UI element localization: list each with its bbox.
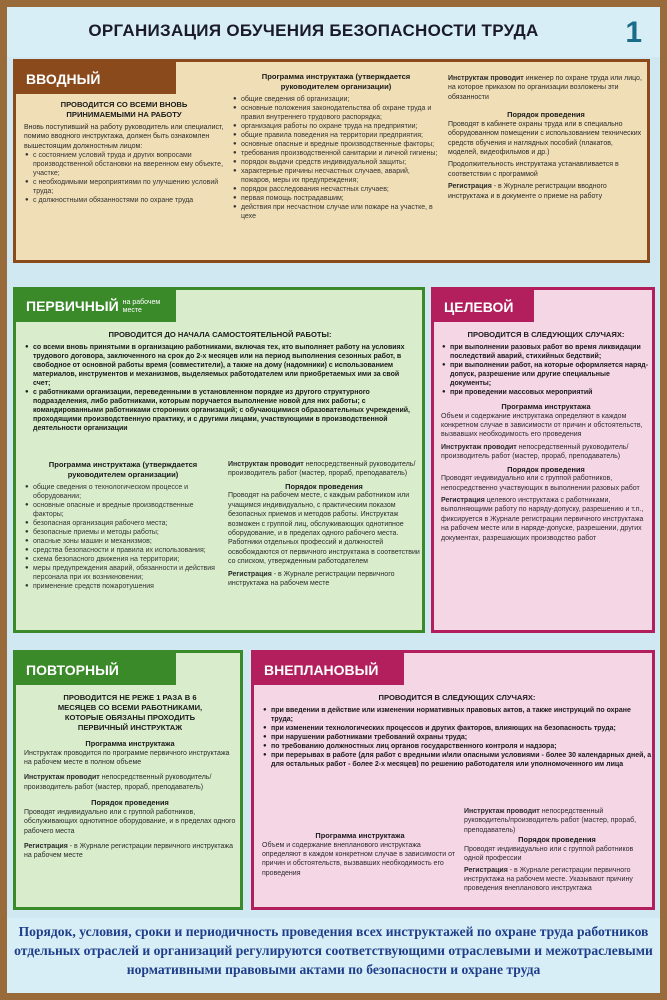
vneplanovy-order-text: Проводят индивидуально или с группой работников одной профессии [464, 845, 634, 863]
vvodny-who-text: инженер по охране труда или лицо, на которое приказом по организации возложены эти обязанности [448, 75, 642, 101]
tselevoy-order-text: Проводят индивидуально или с группой работников, непосредственно участвующих в выполнении разовых работ [441, 475, 640, 492]
list-item: ● порядок выдачи средств индивидуальной защиты; [241, 158, 440, 167]
list-item: ● безопасная организация рабочего места; [33, 519, 222, 528]
pervichny-col-right [228, 460, 420, 630]
list-item: ● общие правила поведения на территории предприятия; [241, 131, 440, 140]
tselevoy-registration [441, 496, 651, 543]
list-item: ● при проведении массовых мероприятий [450, 388, 651, 397]
pervichny-who-label: Инструктаж проводит [228, 461, 304, 468]
list-item: ● с состоянием условий труда и других вопросами производственной обстановки на вверенном ему объекте, участке; [33, 151, 224, 178]
vvodny-col-left [24, 100, 224, 262]
pervichny-head: ПРОВОДИТСЯ ДО НАЧАЛА САМОСТОЯТЕЛЬНОЙ РАБОТЫ: [108, 330, 332, 339]
section-vvodny-tag: ВВОДНЫЙ [16, 62, 176, 94]
list-item: ● меры предупреждения аварий, обязанности и действия персонала при их возникновении; [33, 564, 222, 582]
vvodny-left-intro: Вновь поступивший на работу руководитель или специалист, помимо вводного инструктажа, должен быть ознакомлен вышестоящим должностным лицом: [24, 124, 224, 150]
pervichny-reg-label: Регистрация [228, 570, 272, 578]
vneplanovy-registration [464, 866, 650, 894]
povtorny-reg-label: Регистрация [24, 843, 68, 851]
title-bar [7, 7, 660, 57]
povtorny-order-head: Порядок проведения [91, 798, 169, 808]
list-item: ● по требованию должностных лиц органов государственного контроля и надзора; [271, 742, 652, 751]
vvodny-col-middle [232, 72, 440, 262]
list-item: ● со всеми вновь принятыми в организацию работниками, включая тех, кто выполняет работу на условиях трудового договора, заключенного на срок до 2-х месяцев или на период выполнения сезонных работ, в свободное от основной работы время (совместители), а также на дому (надомники) с использованием материалов, инструментов и механизмов, выделяемых работодателем или приобретаемых ими за свой счет; [33, 343, 416, 388]
list-item: ● организация работы по охране труда на предприятии; [241, 122, 440, 131]
vneplanovy-col-right [464, 807, 650, 907]
list-item: ● общие сведения о технологическом процессе и оборудовании; [33, 483, 222, 501]
tselevoy-reg-label: Регистрация [441, 497, 485, 505]
vvodny-program-list [232, 95, 440, 221]
section-tselevoy-tag: ЦЕЛЕВОЙ [434, 290, 534, 322]
vvodny-order-head: Порядок проведения [507, 110, 585, 120]
list-item: ● первая помощь пострадавшим; [241, 194, 440, 203]
vneplanovy-program-head: Программа инструктажа [315, 831, 405, 840]
list-item: ● с должностными обязанностями по охране труда [33, 196, 224, 205]
tselevoy-head: ПРОВОДИТСЯ В СЛЕДУЮЩИХ СЛУЧАЯХ: [467, 330, 625, 339]
vvodny-reg-label: Регистрация [448, 183, 492, 191]
povtorny-reg-text: - в Журнале регистрации первичного инструктажа на рабочем месте [24, 843, 233, 860]
list-item: ● средства безопасности и правила их использования; [33, 546, 222, 555]
vneplanovy-head: ПРОВОДИТСЯ В СЛЕДУЮЩИХ СЛУЧАЯХ: [378, 693, 536, 702]
vneplanovy-who-text: непосредственный руководитель/производитель работ (мастер, прораб, преподаватель) [464, 808, 637, 834]
povtorny-who-label: Инструктаж проводит [24, 774, 100, 782]
vvodny-left-head: ПРОВОДИТСЯ СО ВСЕМИ ВНОВЬ ПРИНИМАЕМЫМИ НА РАБОТУ [60, 100, 188, 119]
vvodny-who-label: Инструктаж проводит [448, 75, 524, 82]
povtorny-program-head: Программа инструктажа [85, 739, 175, 748]
list-item: ● при перерывах в работе (для работ с вредными и/или опасными условиями - более 30 календарных дней, а для остальных работ - более 2-х месяцев) по решению работодателя или уполномоченного им лица [271, 751, 652, 769]
vneplanovy-who-label: Инструктаж проводит [464, 808, 540, 815]
list-item: ● действия при несчастном случае или пожаре на участке, в цехе [241, 203, 440, 221]
section-pervichny-tag [16, 290, 176, 322]
vvodny-registration [448, 182, 644, 201]
poster-inner [7, 7, 660, 993]
section-pervichny [13, 287, 425, 633]
section-tselevoy [431, 287, 655, 633]
list-item: ● при изменении технологических процессов и других факторов, влияющих на безопасность труда; [271, 724, 652, 733]
list-item: ● характерные причины несчастных случаев, аварий, пожаров, меры их предупреждения; [241, 167, 440, 185]
tselevoy-program-head: Программа инструктажа [501, 402, 591, 411]
pervichny-order-head: Порядок проведения [285, 481, 363, 491]
pervichny-tag-label: ПЕРВИЧНЫЙ [26, 298, 119, 314]
list-item: ● с необходимыми мероприятиями по улучшению условий труда; [33, 178, 224, 196]
vneplanovy-who [464, 807, 650, 835]
pervichny-tag-sub: на рабочем месте [122, 299, 161, 315]
section-vvodny [13, 59, 650, 263]
list-item: ● схема безопасного движения на территории; [33, 555, 222, 564]
povtorny-who [24, 773, 236, 792]
poster-number: 1 [625, 16, 642, 49]
povtorny-registration [24, 842, 236, 861]
tselevoy-who-text: непосредственный руководитель/производитель работ (мастер, прораб, преподаватель) [441, 443, 629, 461]
list-item: ● основные опасные и вредные производственные факторы; [241, 140, 440, 149]
pervichny-exempt: Работники отдельных профессий и должностей освобождаются от первичного инструктажа в соответствии со списком, утвержденным работодателем [228, 539, 420, 566]
section-vneplanovy [251, 650, 655, 910]
tselevoy-program-text: Объем и содержание инструктажа определяют в каждом конкретном случае в зависимости от причин и обстоятельств, вызвавших необходимость его проведения [441, 412, 643, 439]
footer [7, 918, 660, 993]
poster-title: ОРГАНИЗАЦИЯ ОБУЧЕНИЯ БЕЗОПАСНОСТИ ТРУДА [88, 21, 539, 40]
section-povtorny-tag: ПОВТОРНЫЙ [16, 653, 176, 685]
vneplanovy-reg-label: Регистрация [464, 866, 508, 874]
list-item: ● при выполнении работ, на которые оформляется наряд-допуск, разрешение или другие специальные документы; [450, 361, 651, 388]
vvodny-left-list [24, 151, 224, 205]
section-povtorny [13, 650, 243, 910]
povtorny-body [24, 693, 236, 907]
list-item: ● основные положения законодательства об охране труда и правил внутреннего трудового распорядка; [241, 104, 440, 122]
tselevoy-who [441, 443, 651, 462]
list-item: ● при выполнении разовых работ во время ликвидации последствий аварий, стихийных бедствий; [450, 343, 651, 361]
vvodny-program-head: Программа инструктажа (утверждается руководителем организации) [261, 72, 411, 91]
vvodny-reg-text: - в Журнале регистрации вводного инструктажа и в документе о приеме на работу [448, 183, 607, 200]
section-vneplanovy-tag: ВНЕПЛАНОВЫЙ [254, 653, 404, 685]
vvodny-order-text: Проводят в кабинете охраны труда или в специально оборудованном помещении с использованием технических средств обучения и наглядных пособий (плакатов, моделей, видеофильмов и др.) [448, 120, 642, 157]
list-item: ● применение средств пожаротушения [33, 582, 222, 591]
pervichny-top [24, 330, 416, 458]
pervichny-who-text: непосредственный руководитель/производитель работ (мастер, прораб, преподаватель) [228, 461, 416, 478]
list-item: ● при введении в действие или изменении нормативных правовых актов, а также инструкций по охране труда; [271, 706, 652, 724]
vneplanovy-col-left [262, 831, 458, 907]
list-item: ● требования производственной санитарии и личной гигиены; [241, 149, 440, 158]
list-item: ● безопасные приемы и методы работы; [33, 528, 222, 537]
footer-text: Порядок, условия, сроки и периодичность проведения всех инструктажей по охране труда работников отдельных отраслей и организаций регулируются соответствующими отраслевыми и межотраслевыми нормативными правовыми актами по безопасности и охране труда [14, 924, 653, 977]
pervichny-col-left [24, 460, 222, 630]
pervichny-registration [228, 570, 420, 589]
vneplanovy-reg-text: - в Журнале регистрации первичного инструктажа на рабочем месте. Указывают причину проведения внепланового инструктажа [464, 866, 633, 893]
povtorny-who-text: непосредственный руководитель/производитель работ (мастер, прораб, преподаватель) [24, 774, 212, 791]
vvodny-duration: Продолжительность инструктажа устанавливается в соответствии с программой [448, 161, 619, 178]
tselevoy-cases-list [441, 343, 651, 397]
povtorny-head: ПРОВОДИТСЯ НЕ РЕЖЕ 1 РАЗА В 6 МЕСЯЦЕВ СО ВСЕМИ РАБОТНИКАМИ, КОТОРЫЕ ОБЯЗАНЫ ПРОХОДИТЬ ПЕРВИЧНЫЙ ИНСТРУКТАЖ [57, 693, 203, 732]
list-item: ● основные опасные и вредные производственные факторы; [33, 501, 222, 519]
tselevoy-order-head: Порядок проведения [507, 464, 585, 474]
pervichny-reg-text: - в Журнале регистрации первичного инструктажа на рабочем месте [228, 570, 395, 588]
list-item: ● порядок расследования несчастных случаев; [241, 185, 440, 194]
tselevoy-body [441, 330, 651, 630]
povtorny-order-text: Проводят индивидуально или с группой работников, обслуживающих однотипное оборудование, и в пределах одного рабочего места [24, 808, 236, 835]
pervichny-who [228, 460, 420, 479]
list-item: ● с работниками организации, переведенными в установленном порядке из другого структурного подразделения, либо работниками, которым поручается выполнение новой для них работы; с командированными работниками сторонних организаций; с обучающимися образовательных учреждений, проходящими производственную практику, и с другими лицами, участвующими в производственной деятельности организации [33, 388, 416, 433]
list-item: ● при нарушении работниками требований охраны труда; [271, 733, 652, 742]
tselevoy-who-label: Инструктаж проводит [441, 443, 517, 451]
pervichny-program-list [24, 483, 222, 591]
vneplanovy-cases-list [262, 706, 652, 769]
pervichny-cases-list [24, 343, 416, 433]
pervichny-order-text: Проводят на рабочем месте, с каждым работником или учащимся индивидуально, с практическим показом безопасных приемов и методов работы. Инструктаж возможен с группой лиц, обслуживающих однотипное оборудование, и в пределах одного рабочего места. [228, 492, 410, 538]
vneplanovy-top [262, 693, 652, 805]
vvodny-col-right [448, 74, 644, 262]
vneplanovy-program-text: Объем и содержание внепланового инструктажа определяют в каждом конкретном случае в зависимости от причин и обстоятельств, вызвавших необходимость его проведения [262, 841, 456, 877]
tselevoy-reg-text: целевого инструктажа с работниками, выполняющими работу по наряду-допуску, разрешению и т.п., фиксируется в Журнале регистрации первичного инструктажа на рабочем месте или в наряде-допуске, разрешении, других документах, разрешающих производство работ [441, 497, 644, 542]
povtorny-program-text: Инструктаж проводится по программе первичного инструктажа на рабочем месте в полном объеме [24, 749, 230, 766]
list-item: ● общие сведения об организации; [241, 95, 440, 104]
list-item: ● опасные зоны машин и механизмов; [33, 537, 222, 546]
pervichny-program-head: Программа инструктажа (утверждается руководителем организации) [48, 460, 198, 479]
vvodny-who [448, 74, 644, 102]
vneplanovy-order-head: Порядок проведения [518, 835, 596, 845]
